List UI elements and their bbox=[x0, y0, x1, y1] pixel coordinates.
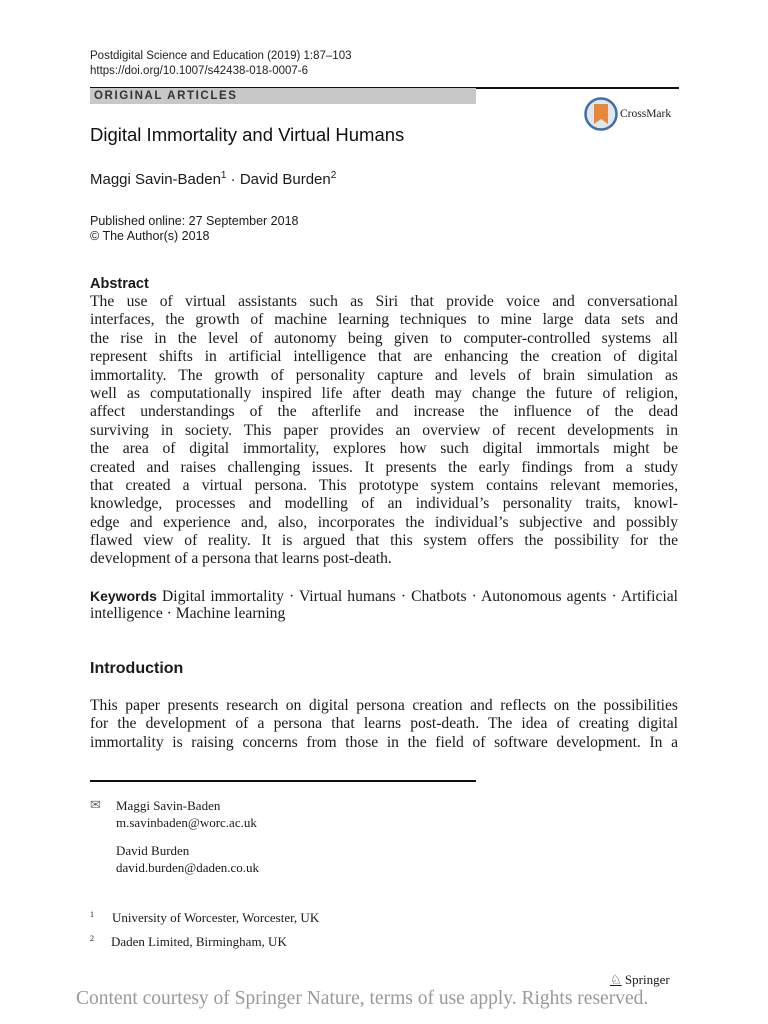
text-line: for the development of a persona that learns post-death. The idea of creating digital bbox=[90, 715, 678, 733]
text-line: immortality. The growth of personality capture and levels of brain simulation as bbox=[90, 366, 678, 384]
contact-email[interactable]: m.savinbaden@worc.ac.uk bbox=[116, 815, 257, 830]
affiliation-text: Daden Limited, Birmingham, UK bbox=[111, 934, 287, 950]
text-line: the rise in the level of autonomy being given to computer-controlled systems all bbox=[90, 329, 678, 347]
corresponding-contacts bbox=[90, 797, 259, 876]
author-name[interactable]: Maggi Savin-Baden bbox=[90, 171, 221, 188]
copyright-icon: © bbox=[90, 229, 103, 243]
crossmark-badge[interactable] bbox=[584, 97, 671, 131]
copyright bbox=[90, 229, 209, 243]
footnote-rule bbox=[90, 780, 476, 782]
text-line: development of a persona that learns post-death. bbox=[90, 550, 392, 568]
affiliation-number: 1 bbox=[90, 910, 94, 919]
text-line: immortality is raising concerns from those in the field of software development. In a bbox=[90, 733, 678, 751]
text-line: represent shifts in artificial intelligence that are enhancing the creation of digital bbox=[90, 348, 678, 366]
contact-name: Maggi Savin-Baden bbox=[116, 798, 221, 813]
doi-link[interactable]: https://doi.org/10.1007/s42438-018-0007-6 bbox=[90, 65, 309, 77]
affiliation-ref: 2 bbox=[330, 170, 337, 181]
text-line: edge and experience and, also, incorporates the individual’s subjective and possibly bbox=[90, 513, 678, 531]
published-date: Published online: 27 September 2018 bbox=[90, 214, 299, 228]
introduction-heading: Introduction bbox=[90, 660, 184, 677]
keywords-label: Keywords bbox=[90, 588, 157, 604]
publisher-name: Springer bbox=[624, 972, 670, 987]
abstract-body bbox=[90, 293, 678, 569]
contact-name: David Burden bbox=[116, 843, 190, 858]
text-line: The use of virtual assistants such as Siri that provide voice and conversational bbox=[90, 293, 678, 310]
affiliation-number: 2 bbox=[90, 934, 94, 943]
text-line: well as computationally inspired life after death may change the future of religion, bbox=[90, 384, 678, 402]
abstract-heading: Abstract bbox=[90, 276, 149, 292]
copyright-text: The Author(s) 2018 bbox=[102, 229, 210, 243]
introduction-body bbox=[90, 697, 678, 752]
contact-email[interactable]: david.burden@daden.co.uk bbox=[116, 860, 260, 875]
journal-citation: Postdigital Science and Education (2019) 1:87–103 bbox=[90, 50, 352, 62]
affiliation-ref: 1 bbox=[220, 170, 227, 181]
affiliation bbox=[90, 930, 287, 950]
affiliation-text: University of Worcester, Worcester, UK bbox=[112, 910, 320, 926]
text-line: flawed view of reality. It is argued that this system offers the possibility for the bbox=[90, 532, 678, 550]
text-line: surviving in society. This paper provides an overview of recent developments in bbox=[90, 421, 678, 439]
keywords-line: Digital immortality · Virtual humans · Chatbots · Autonomous agents · Artificial bbox=[161, 588, 678, 605]
text-line: interfaces, the growth of machine learning techniques to mine large data sets and bbox=[90, 311, 678, 329]
watermark: Content courtesy of Springer Nature, terms of use apply. Rights reserved. bbox=[76, 988, 649, 1009]
text-line: knowledge, processes and modelling of an individual’s personality traits, knowl- bbox=[90, 495, 678, 513]
keywords bbox=[90, 587, 678, 624]
author-separator: · bbox=[230, 171, 236, 188]
text-line: created and raises challenging issues. It presents the early findings from a study bbox=[90, 458, 678, 476]
section-label: ORIGINAL ARTICLES bbox=[90, 88, 476, 104]
crossmark-icon bbox=[584, 97, 618, 131]
author-name[interactable]: David Burden bbox=[239, 171, 331, 188]
envelope-icon: ✉ bbox=[90, 798, 101, 813]
text-line: the area of digital immortality, explores how such digital immortals might be bbox=[90, 440, 678, 458]
text-line: This paper presents research on digital persona creation and reflects on the possibilities bbox=[90, 697, 678, 714]
crossmark-label: CrossMark bbox=[620, 108, 672, 120]
text-line: affect understandings of the afterlife and increase the influence of the dead bbox=[90, 403, 678, 421]
author-list bbox=[90, 170, 336, 188]
affiliation bbox=[90, 906, 319, 926]
springer-horse-icon: ♘ bbox=[610, 972, 622, 987]
springer-logo bbox=[610, 972, 670, 988]
text-line: that created a virtual persona. This prototype system contains relevant memories, bbox=[90, 476, 678, 494]
keywords-line: intelligence · Machine learning bbox=[90, 605, 286, 623]
article-title: Digital Immortality and Virtual Humans bbox=[90, 124, 405, 145]
